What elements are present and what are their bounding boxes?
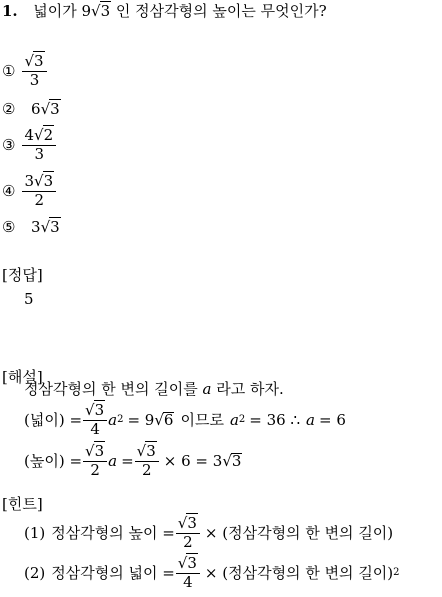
choice-marker: ⑤ bbox=[2, 218, 16, 236]
choice-4 bbox=[2, 174, 57, 209]
question-number: 1. bbox=[2, 2, 18, 20]
hint-label: [힌트] bbox=[2, 495, 43, 513]
choice-fraction: $\frac{√3}{3}$ bbox=[22, 54, 46, 89]
choice-fraction: $\frac{3√3}{2}$ bbox=[22, 174, 56, 209]
answer-value: 5 bbox=[24, 290, 34, 308]
hint-fraction-1: $\frac{√3}{2}$ bbox=[176, 516, 200, 551]
choice-5: ⑤ 3√3 bbox=[2, 218, 60, 236]
solution-line-3: (높이) = $\frac{√3}{2}$ a = $\frac{√3}{2}$ × 6 = 3 √ 3 bbox=[24, 442, 242, 479]
hint-fraction-2: $\frac{√3}{4}$ bbox=[176, 556, 200, 591]
choice-marker: ② bbox=[2, 100, 16, 118]
question-text-after: 인 정삼각형의 높이는 무엇인가? bbox=[115, 2, 327, 20]
choice-marker: ① bbox=[2, 61, 16, 80]
answer-label: [정답] bbox=[2, 266, 43, 284]
solution-line-2: (넓이) = $\frac{√3}{4}$ a 2 = 9 √ 6 이므로 a 2 = 36 ∴ a = 6 bbox=[24, 401, 346, 438]
solution-height-fraction: $\frac{√3}{2}$ bbox=[83, 444, 107, 479]
hint-line-2: (2) 정삼각형의 넓이 = $\frac{√3}{4}$ × (정삼각형의 한 변의 길이) 2 bbox=[24, 554, 400, 591]
solution-area-fraction: $\frac{√3}{4}$ bbox=[83, 403, 107, 438]
choice-3 bbox=[2, 128, 57, 163]
solution-label: [해설] bbox=[2, 368, 43, 386]
choice-marker: ③ bbox=[2, 135, 16, 154]
choice-marker: ④ bbox=[2, 181, 16, 200]
question-text-before: 넓이가 9 bbox=[33, 2, 92, 20]
choice-fraction: $\frac{4√2}{3}$ bbox=[22, 128, 56, 163]
question-sqrt: √3 bbox=[91, 2, 111, 20]
question bbox=[2, 4, 327, 19]
solution-line-1: 정삼각형의 한 변의 길이를 a 라고 하자. bbox=[24, 380, 284, 398]
hint-line-1: (1) 정삼각형의 높이 = $\frac{√3}{2}$ × (정삼각형의 한 변의 길이) bbox=[24, 514, 394, 551]
choice-1 bbox=[2, 54, 48, 89]
solution-height-fraction-2: $\frac{√3}{2}$ bbox=[135, 444, 159, 479]
choice-2: ② 6√3 bbox=[2, 100, 60, 118]
